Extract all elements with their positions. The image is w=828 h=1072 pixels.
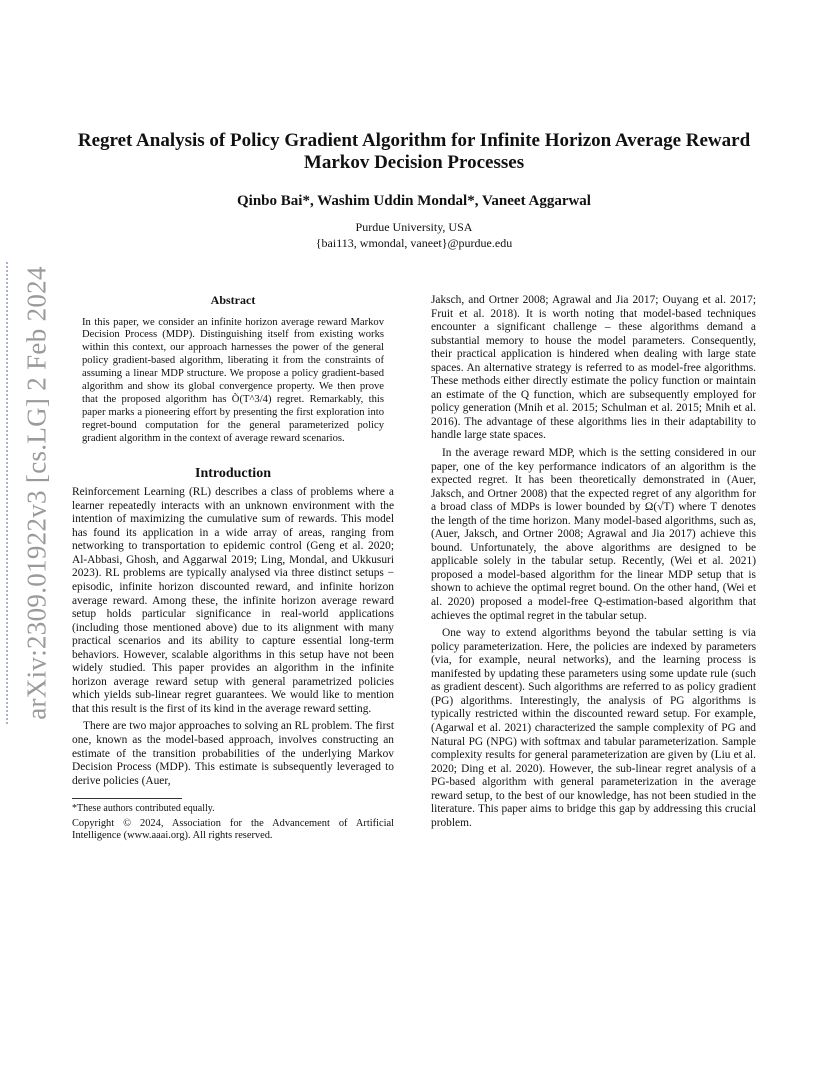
affiliation: Purdue University, USA: [355, 220, 473, 234]
intro-paragraph-3: In the average reward MDP, which is the setting considered in our paper, one of the key performance indicators of an algorithm is the expected regret. It has been theoretically demonstrated in (Auer, Jaksch, and Ortner 2008) that the expected regret of any algorithm for a broad class of MDPs is lower bounded by Ω(√T) where T denotes the length of the time horizon. Many model-based algorithms, such as, (Auer, Jaksch, and Ortner 2008; Agrawal and Jia 2017) achieve this bound. Unfortunately, the above algorithms are designed to be applicable solely in the tabular setup. Recently, (Wei et al. 2021) proposed a model-based algorithm for the linear MDP setup that is shown to achieve the optimal regret bound. On the other hand, (Wei et al. 2020) proposed a model-free Q-estimation-based algorithm that achieves the optimal regret in the tabular setup.: [431, 447, 756, 622]
footnote-divider: [72, 798, 182, 799]
author-emails: {bai113, wmondal, vaneet}@purdue.edu: [315, 236, 513, 250]
copyright-notice: Copyright © 2024, Association for the Advancement of Artificial Intelligence (www.aaai.org). All rights reserved.: [72, 817, 394, 842]
arxiv-stamp-border: [6, 262, 10, 724]
arxiv-id: arXiv:2309.01922v3 [cs.LG] 2 Feb 2024: [21, 266, 52, 720]
right-column: [431, 294, 756, 830]
author-list: Qinbo Bai*, Washim Uddin Mondal*, Vaneet Aggarwal: [237, 193, 591, 209]
abstract-heading: Abstract: [210, 293, 256, 307]
intro-paragraph-2: There are two major approaches to solving an RL problem. The first one, known as the model-based approach, involves constructing an estimate of the transition probabilities of the underlying Markov Decision Process (MDP). This estimate is subsequently leveraged to derive policies (Auer,: [72, 720, 394, 787]
left-column: [72, 294, 394, 843]
arxiv-stamp: [12, 268, 62, 718]
intro-paragraph-4: One way to extend algorithms beyond the tabular setting is via policy parameterization. Here, the policies are indexed by parameters (via, for example, neural networks), and the learning process is manifested by updating these parameters using some update rule (such as gradient descent). Such algorithms are referred to as policy gradient (PG) algorithms. Interestingly, the analysis of PG algorithms is typically restricted within the discounted reward setup. For example, (Agarwal et al. 2021) characterized the sample complexity of PG and Natural PG (NPG) with softmax and tabular parameterization. Sample complexity results for general parameterization are given by (Liu et al. 2020; Ding et al. 2020). However, the sub-linear regret analysis of a PG-based algorithm with general parameterization in the average reward setup, to the best of our knowledge, has not been studied in the literature. This paper aims to bridge this gap by addressing this crucial problem.: [431, 627, 756, 829]
abstract-text: In this paper, we consider an infinite horizon average reward Markov Decision Process (MDP). Distinguishing itself from existing works within this context, our approach harnesses the power of the general policy gradient-based algorithm, liberating it from the constraints of assuming a linear MDP structure. We propose a policy gradient-based algorithm and show its global convergence property. We then prove that the proposed algorithm has Õ(T^3/4) regret. Remarkably, this paper marks a pioneering effort by presenting the first exploration into regret-bound computation for the general parameterized policy gradient algorithm in the context of average reward scenarios.: [82, 316, 384, 444]
footnote: *These authors contributed equally.: [72, 803, 215, 815]
affiliation-block: [70, 219, 758, 251]
intro-paragraph-2-continued: Jaksch, and Ortner 2008; Agrawal and Jia 2017; Ouyang et al. 2017; Fruit et al. 2018). It is worth noting that model-based techniques encounter a significant challenge – these algorithms demand a substantial memory to house the model parameters. Consequently, their practical application is hindered when dealing with large state spaces. An alternative strategy is referred to as model-free algorithms. These methods either directly estimate the policy function or maintain an estimate of the Q function, which are subsequently employed for policy generation (Mnih et al. 2015; Schulman et al. 2015; Mnih et al. 2016). The advantage of these algorithms lies in their adaptability to handle large state spaces.: [431, 294, 756, 442]
paper-title: Regret Analysis of Policy Gradient Algorithm for Infinite Horizon Average Reward Markov Decision Processes: [77, 130, 751, 173]
introduction-heading: Introduction: [195, 465, 271, 481]
intro-paragraph-1: Reinforcement Learning (RL) describes a class of problems where a learner repeatedly interacts with an unknown environment with the intention of maximizing the cumulative sum of rewards. This model has found its application in a wide array of areas, ranging from networking to transportation to epidemic control (Geng et al. 2020; Al-Abbasi, Ghosh, and Aggarwal 2019; Ling, Mondal, and Ukkusuri 2023). RL problems are typically analysed via three distinct setups − episodic, infinite horizon discounted reward, and infinite horizon average reward. Among these, the infinite horizon average reward setup holds particular significance in real-world applications (including those mentioned above) due to its alignment with many practical scenarios and its ability to capture essential long-term behaviors. However, scalable algorithms in this setup have not been widely studied. This paper provides an algorithm in the infinite horizon average reward setup with general parametrized policies which yields sub-linear regret guarantees. We would like to mention that this result is the first of its kind in the average reward setting.: [72, 486, 394, 715]
